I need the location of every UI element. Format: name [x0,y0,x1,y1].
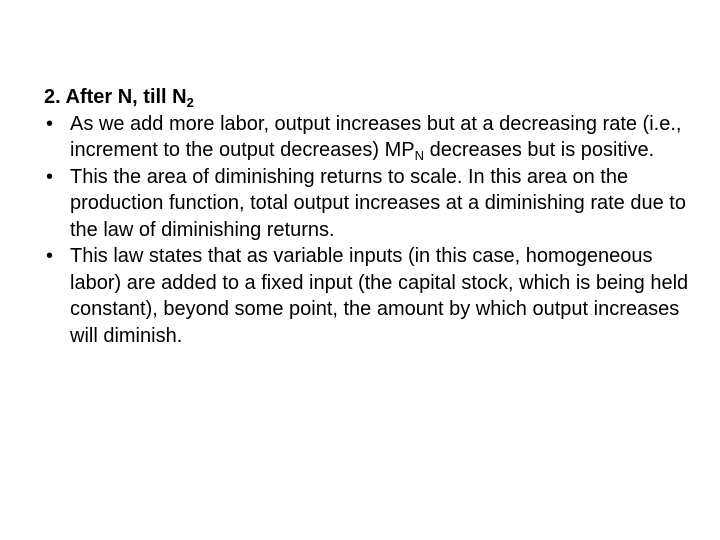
bullet-item-3 [44,243,694,349]
bullet-1-subscript: N [414,148,425,163]
heading-subscript: 2 [186,95,194,110]
bullet-dot-icon: • [46,165,54,188]
bullet-list [44,111,694,350]
bullet-2-text: This the area of diminishing returns to scale. In this area on the production function, total output increases at a diminishing rate due to the law of diminishing returns. [70,165,686,241]
bullet-1-text: As we add more labor, output increases but at a decreasing rate (i.e., increment to the output decreases) MP [70,112,682,161]
heading-text: 2. After N, till N [44,86,187,108]
bullet-1-text-end: decreases but is positive. [424,139,655,161]
slide-content [44,84,694,349]
slide-heading [44,84,694,111]
bullet-item-2 [44,164,694,244]
bullet-3-text: This law states that as variable inputs (in this case, homogeneous labor) are added to a fixed input (the capital stock, which is being held constant), beyond some point, the amount by which output increases will diminish. [70,245,689,347]
bullet-item-1 [44,111,694,164]
bullet-dot-icon: • [46,112,54,135]
bullet-dot-icon: • [46,245,54,267]
